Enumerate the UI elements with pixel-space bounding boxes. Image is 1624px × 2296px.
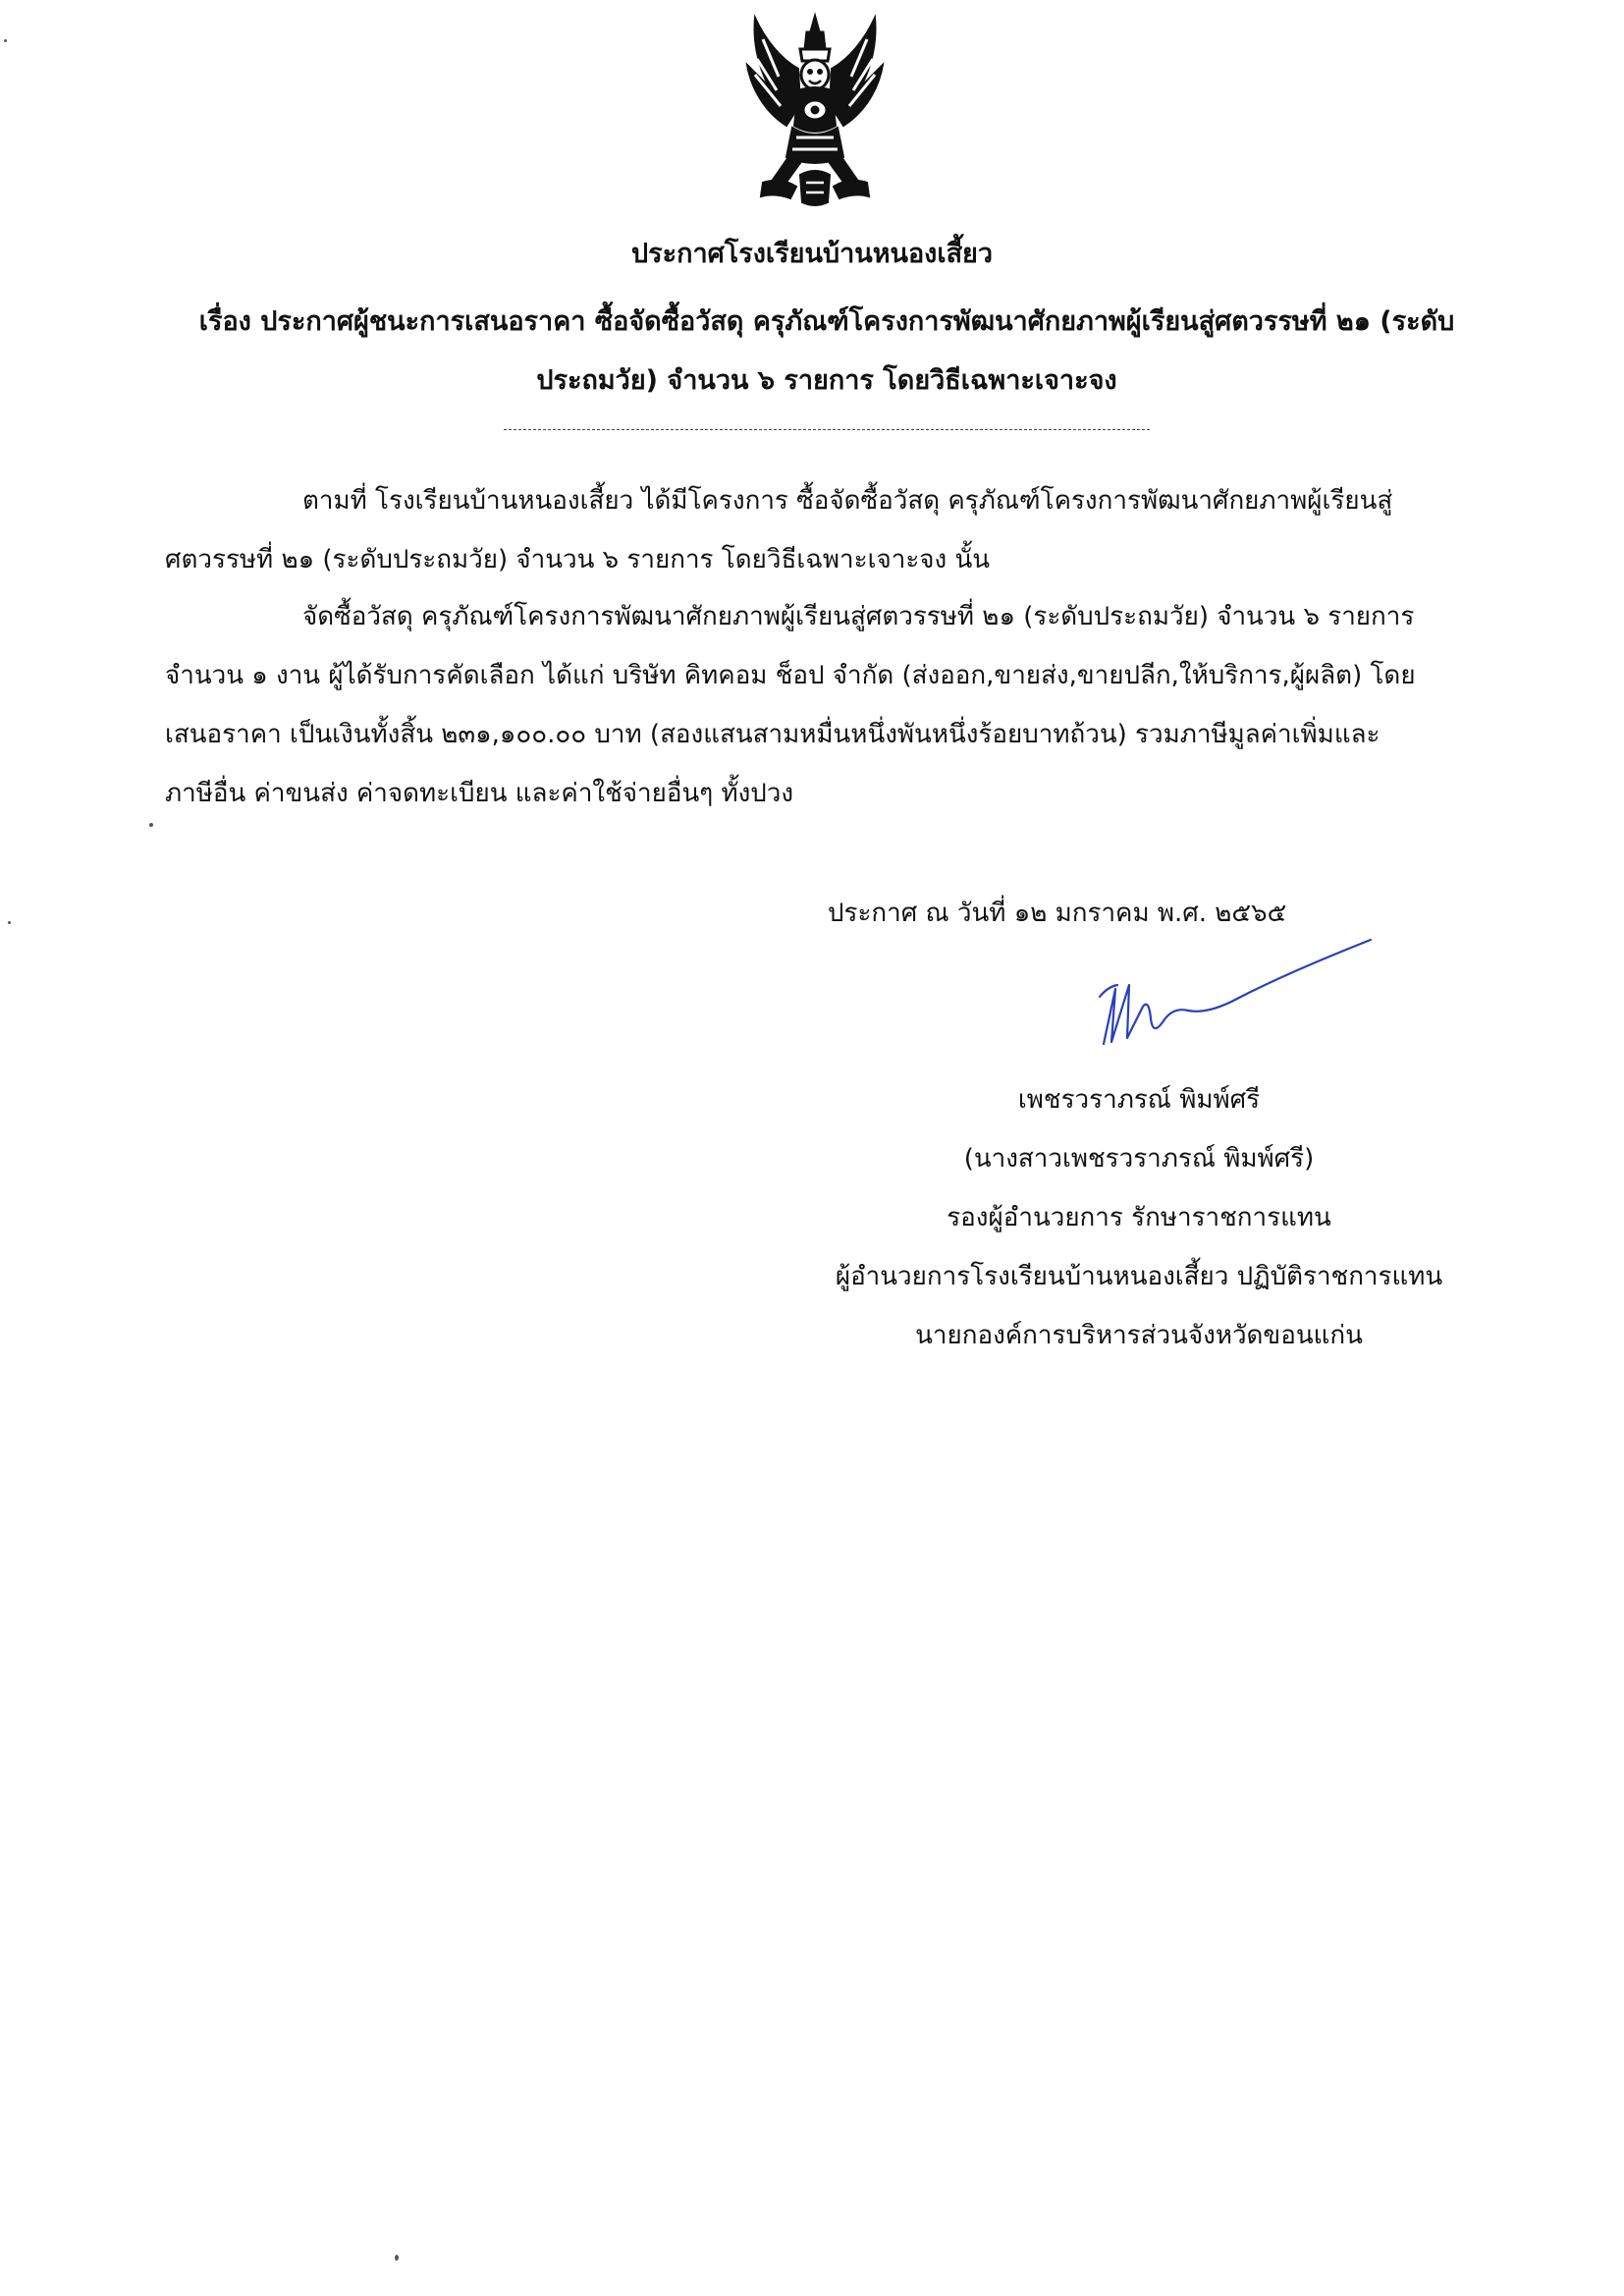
signer-name: เพชรวราภรณ์ พิมพ์ศรี <box>1017 1085 1261 1115</box>
scan-speck <box>8 921 11 924</box>
scan-speck <box>149 823 153 827</box>
scan-speck <box>395 2255 399 2261</box>
garuda-emblem-icon <box>741 10 889 211</box>
paragraph-line: จัดซื้อวัสดุ ครุภัณฑ์โครงการพัฒนาศักยภาพผู้เรียนสู่ศตวรรษที่ ๒๑ (ระดับประถมวัย) จำนวน ๖ รายการ <box>302 602 1415 631</box>
signature-block <box>766 1070 1512 1365</box>
body-paragraph-2 <box>165 587 1485 823</box>
body-paragraph-1 <box>165 471 1485 589</box>
subject-line: ประถมวัย) จำนวน ๖ รายการ โดยวิธีเฉพาะเจาะจง <box>536 365 1117 396</box>
signer-authority: นายกองค์การบริหารส่วนจังหวัดขอนแก่น <box>915 1321 1363 1350</box>
subject-heading <box>157 293 1496 410</box>
paragraph-line: ศตวรรษที่ ๒๑ (ระดับประถมวัย) จำนวน ๖ รายการ โดยวิธีเฉพาะเจาะจง นั้น <box>165 545 991 574</box>
signer-position: รองผู้อำนวยการ รักษาราชการแทน <box>947 1203 1331 1232</box>
scan-speck <box>4 39 7 42</box>
handwritten-signature-icon <box>1090 928 1375 1061</box>
paragraph-line: ภาษีอื่น ค่าขนส่ง ค่าจดทะเบียน และค่าใช้จ่ายอื่นๆ ทั้งปวง <box>165 779 794 808</box>
paragraph-line: เสนอราคา เป็นเงินทั้งสิ้น ๒๓๑,๑๐๐.๐๐ บาท (สองแสนสามหมื่นหนึ่งพันหนึ่งร้อยบาทถ้วน) รวมภาษีมูลค่าเพิ่มและ <box>165 720 1380 749</box>
announcement-date: ประกาศ ณ วันที่ ๑๒ มกราคม พ.ศ. ๒๕๖๕ <box>828 899 1287 928</box>
subject-line: เรื่อง ประกาศผู้ชนะการเสนอราคา ซื้อจัดซื้อวัสดุ ครุภัณฑ์โครงการพัฒนาศักยภาพผู้เรียนสู่ศตวรรษที่ ๒๑ (ระดับ <box>198 306 1455 337</box>
announcement-title: ประกาศโรงเรียนบ้านหนองเสี้ยว <box>630 239 994 269</box>
header-divider <box>504 429 1150 430</box>
paragraph-line: จำนวน ๑ งาน ผู้ได้รับการคัดเลือก ได้แก่ บริษัท คิทคอม ช็อป จำกัด (ส่งออก,ขายส่ง,ขายปลีก,ให้บริการ,ผู้ผลิต) โดย <box>165 661 1416 690</box>
signer-position-acting: ผู้อำนวยการโรงเรียนบ้านหนองเสี้ยว ปฏิบัติราชการแทน <box>835 1262 1443 1291</box>
signer-full-name: (นางสาวเพชรวราภรณ์ พิมพ์ศรี) <box>963 1144 1315 1174</box>
paragraph-line: ตามที่ โรงเรียนบ้านหนองเสี้ยว ได้มีโครงการ ซื้อจัดซื้อวัสดุ ครุภัณฑ์โครงการพัฒนาศักยภาพผู้เรียนสู่ <box>302 486 1393 516</box>
